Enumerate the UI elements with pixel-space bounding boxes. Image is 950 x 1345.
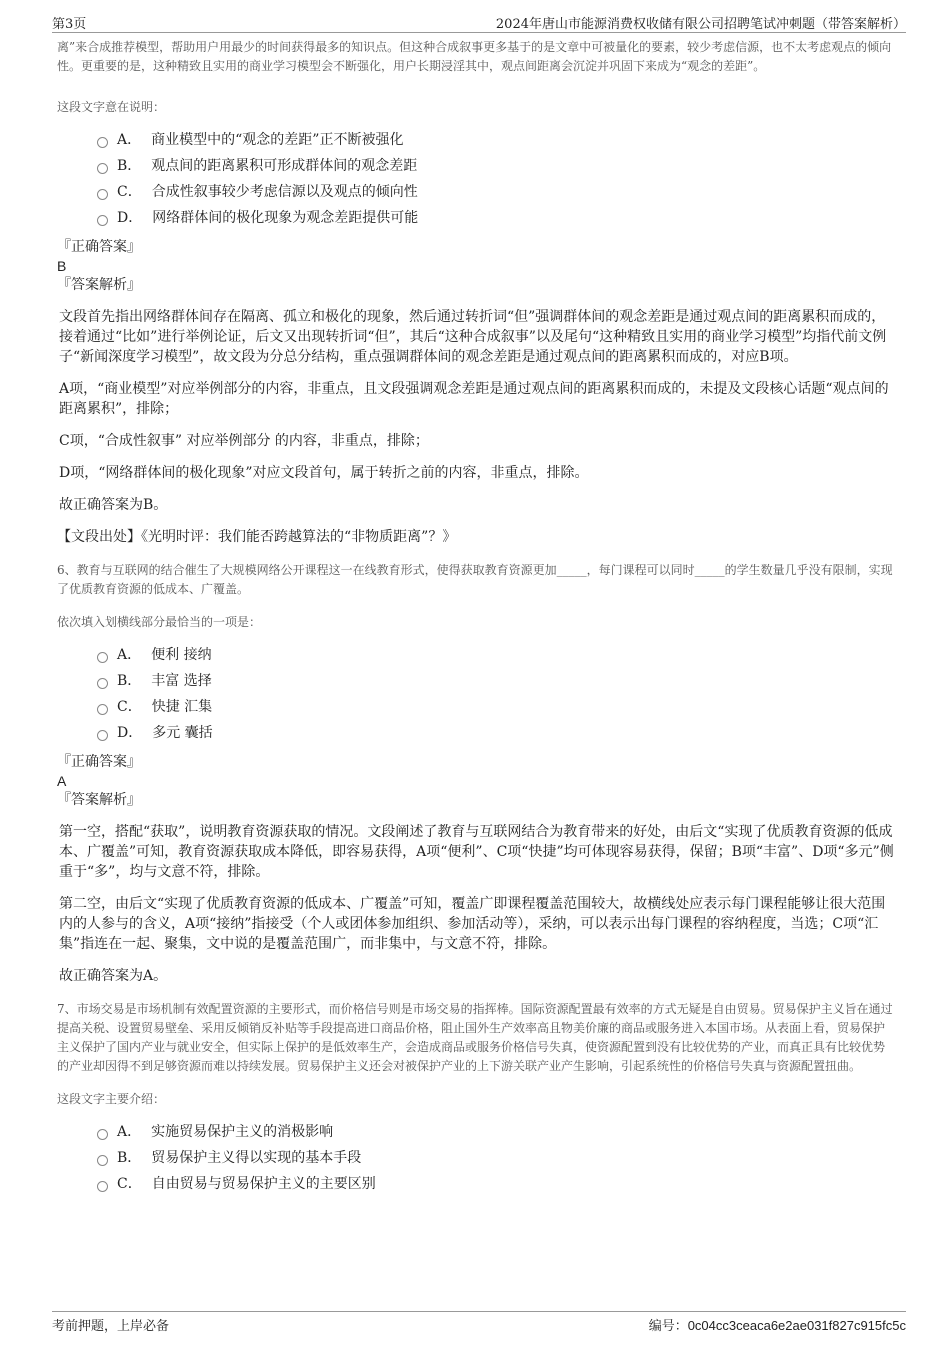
page-footer [52, 1311, 906, 1342]
q7-prompt: 这段文字主要介绍： [57, 1092, 166, 1106]
q5-options [97, 127, 894, 231]
q5-answer-label: 『正确答案』 [57, 239, 141, 255]
q5-prompt: 这段文字意在说明： [57, 100, 166, 114]
q5-option-c[interactable]: C． 合成性叙事较少考虑信源以及观点的倾向性 [97, 179, 894, 205]
radio-icon[interactable] [97, 1181, 108, 1192]
q6-analysis-para: 第一空，搭配“获取”，说明教育资源获取的情况。文段阐述了教育与互联网结合为教育带来的好处，由后文“实现了优质教育资源的低成本、广覆盖”可知，教育资源获取成本降低，即容易获得，A项“便利”、C项“快捷”均可体现容易获得，保留；B项“丰富”、D项“多元”侧重于“多”，均与文意不符，排除。 [59, 824, 894, 880]
page-number: 第3页 [52, 17, 87, 32]
q5-analysis-label: 『答案解析』 [57, 277, 141, 293]
q6-conclusion: 故正确答案为A。 [59, 968, 168, 984]
q5-analysis-para: D项，“网络群体间的极化现象”对应文段首句，属于转折之前的内容，非重点，排除。 [59, 465, 589, 481]
q6-option-a[interactable]: A． 便利 接纳 [97, 642, 894, 668]
q6-stem: 6、教育与互联网的结合催生了大规模网络公开课程这一在线教育形式，使得获取教育资源更加_____，每门课程可以同时_____的学生数量几乎没有限制，实现了优质教育资源的低成本、广覆盖。 [57, 563, 893, 596]
q6-answer: A [57, 773, 67, 789]
radio-icon[interactable] [97, 189, 108, 200]
q5-option-a[interactable]: A． 商业模型中的“观念的差距”正不断被强化 [97, 127, 894, 153]
footer-slogan: 考前押题，上岸必备 [52, 1319, 170, 1334]
radio-icon[interactable] [97, 678, 108, 689]
code-value: 0c04cc3ceaca6e2ae031f827c915fc5c [687, 1318, 906, 1333]
content [57, 38, 894, 1203]
q6-option-c[interactable]: C． 快捷 汇集 [97, 694, 894, 720]
q6-prompt: 依次填入划横线部分最恰当的一项是： [57, 615, 262, 629]
q5-analysis-para: A项，“商业模型”对应举例部分的内容，非重点，且文段强调观念差距是通过观点间的距离累积而成的，未提及文段核心话题“观点间的距离累积”，排除； [59, 381, 889, 417]
q6-option-b[interactable]: B． 丰富 选择 [97, 668, 894, 694]
q5-source: 【文段出处】《光明时评：我们能否跨越算法的“非物质距离”？》 [57, 529, 457, 545]
radio-icon[interactable] [97, 1155, 108, 1166]
code-label: 编号： [648, 1319, 688, 1334]
radio-icon[interactable] [97, 652, 108, 663]
radio-icon[interactable] [97, 137, 108, 148]
q6-analysis-label: 『答案解析』 [57, 792, 141, 808]
q5-analysis-para: 文段首先指出网络群体间存在隔离、孤立和极化的现象，然后通过转折词“但”强调群体间的观念差距是通过观点间的距离累积而成的，接着通过“比如”进行举例论证，后文又出现转折词“但”，其后“这种合成叙事”以及尾句“这种精致且实用的商业学习模型”均指代前文例子“新闻深度学习模型”，故文段为分总分结构，重点强调群体间的观念差距是通过观点间的距离累积而成的，对应B项。 [59, 309, 887, 365]
document-code [649, 1315, 906, 1334]
q7-stem: 7、市场交易是市场机制有效配置资源的主要形式，而价格信号则是市场交易的指挥棒。国际资源配置最有效率的方式无疑是自由贸易。贸易保护主义旨在通过提高关税、设置贸易壁垒、采用反倾销反补贴等手段提高进口商品价格，阻止国外生产效率高且物美价廉的商品或服务进入本国市场。从表面上看，贸易保护主义保护了国内产业与就业安全，但实际上保护的是低效率生产，会造成商品或服务价格信号失真，使资源配置到没有比较优势的产业，而真正具有比较优势的产业却因得不到足够资源而难以持续发展。贸易保护主义还会对被保护产业的上下游关联产业产生影响，引起系统性的价格信号失真与资源配置扭曲。 [57, 1002, 893, 1073]
page-header [52, 10, 906, 33]
q5-passage: 离”来合成推荐模型，帮助用户用最少的时间获得最多的知识点。但这种合成叙事更多基于的是文章中可被量化的要素，较少考虑信源，也不太考虑观点的倾向性。更重要的是，这种精致且实用的商业学习模型会不断强化，用户长期浸淫其中，观点间距离会沉淀并巩固下来成为“观念的差距”。 [57, 40, 892, 73]
q5-answer: B [57, 258, 67, 274]
q6-options [97, 642, 894, 746]
q6-option-d[interactable]: D． 多元 囊括 [97, 720, 894, 746]
radio-icon[interactable] [97, 730, 108, 741]
radio-icon[interactable] [97, 1129, 108, 1140]
q6-analysis-para: 第二空，由后文“实现了优质教育资源的低成本、广覆盖”可知，覆盖广即课程覆盖范围较大，故横线处应表示每门课程能够让很大范围内的人参与的含义，A项“接纳”指接受（个人或团体参加组织、参加活动等），采纳，可以表示出每门课程的容纳程度，当选；C项“汇集”指连在一起、聚集，文中说的是覆盖范围广，而非集中，与文意不符，排除。 [59, 896, 886, 952]
q7-option-a[interactable]: A． 实施贸易保护主义的消极影响 [97, 1119, 894, 1145]
q5-option-b[interactable]: B． 观点间的距离累积可形成群体间的观念差距 [97, 153, 894, 179]
q6-answer-label: 『正确答案』 [57, 754, 141, 770]
q5-option-d[interactable]: D． 网络群体间的极化现象为观念差距提供可能 [97, 205, 894, 231]
radio-icon[interactable] [97, 215, 108, 226]
q7-option-c[interactable]: C． 自由贸易与贸易保护主义的主要区别 [97, 1171, 894, 1197]
document-title: 2024年唐山市能源消费权收储有限公司招聘笔试冲刺题（带答案解析） [495, 17, 906, 32]
radio-icon[interactable] [97, 163, 108, 174]
q5-analysis-para: C项，“合成性叙事” 对应举例部分 的内容，非重点，排除； [59, 433, 429, 449]
q7-option-b[interactable]: B． 贸易保护主义得以实现的基本手段 [97, 1145, 894, 1171]
q7-options [97, 1119, 894, 1197]
radio-icon[interactable] [97, 704, 108, 715]
q5-conclusion: 故正确答案为B。 [59, 497, 168, 513]
